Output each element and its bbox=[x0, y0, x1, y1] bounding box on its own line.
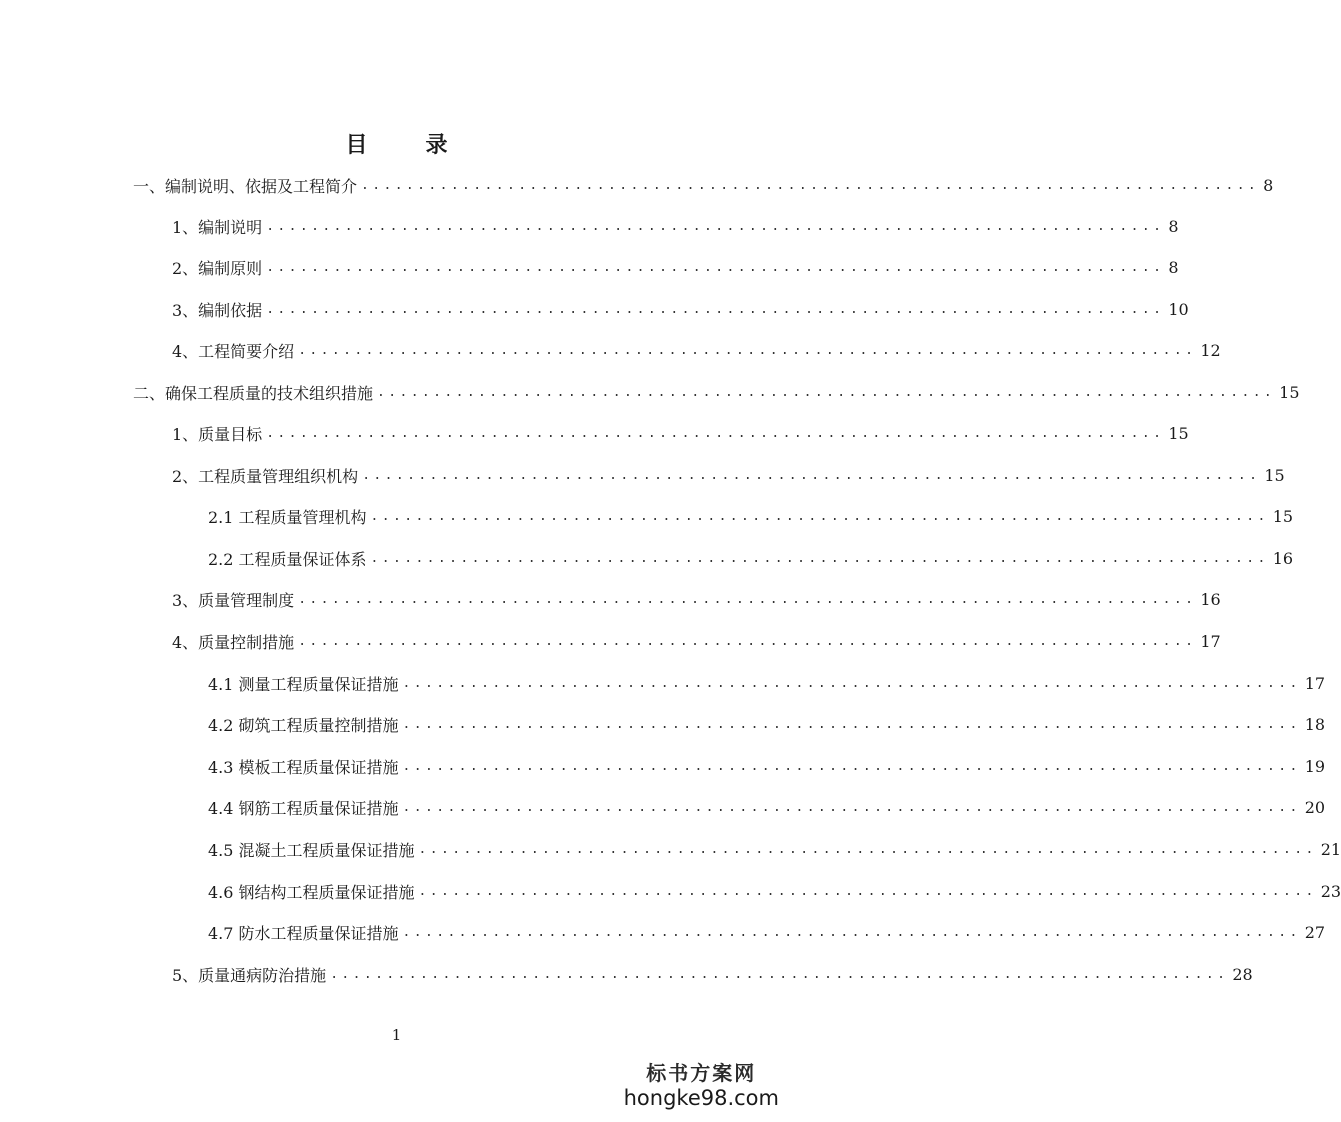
toc-leader-dots: ................................................................................ bbox=[377, 384, 1276, 400]
toc-leader-dots: ................................................................................ bbox=[418, 841, 1317, 857]
toc-leader-dots: ................................................................................ bbox=[266, 218, 1165, 234]
toc-entry[interactable] bbox=[172, 959, 1253, 989]
toc-entry-label: 2.1 工程质量管理机构 bbox=[208, 507, 367, 527]
toc-leader-dots: ................................................................................ bbox=[418, 883, 1317, 899]
toc-entry-label: 1、编制说明 bbox=[172, 217, 263, 237]
toc-leader-dots: ................................................................................ bbox=[402, 675, 1301, 691]
toc-entry-page: 28 bbox=[1232, 964, 1253, 984]
toc-entry[interactable] bbox=[208, 668, 1326, 698]
toc-leader-dots: ................................................................................ bbox=[298, 591, 1197, 607]
toc-entry-page: 21 bbox=[1320, 839, 1341, 859]
toc-entry-label: 4.2 砌筑工程质量控制措施 bbox=[208, 715, 399, 735]
toc-entry-label: 4、工程简要介绍 bbox=[172, 341, 295, 361]
toc-entry[interactable] bbox=[208, 792, 1326, 822]
toc-entry-page: 27 bbox=[1304, 922, 1326, 942]
toc-entry[interactable] bbox=[133, 377, 1300, 407]
toc-leader-dots: ................................................................................ bbox=[370, 550, 1269, 566]
toc-entry[interactable] bbox=[208, 751, 1326, 781]
toc-entry-page: 8 bbox=[1263, 175, 1274, 195]
toc-leader-dots: ................................................................................ bbox=[266, 425, 1165, 441]
toc-entry-page: 16 bbox=[1272, 548, 1294, 568]
watermark-en: hongke98.com bbox=[623, 1086, 779, 1110]
toc-leader-dots: ................................................................................ bbox=[402, 758, 1301, 774]
toc-entry-label: 5、质量通病防治措施 bbox=[172, 965, 327, 985]
toc-entry[interactable] bbox=[208, 834, 1341, 864]
watermark bbox=[624, 1060, 779, 1110]
toc-entry-page: 10 bbox=[1168, 299, 1189, 319]
toc-entry-page: 15 bbox=[1264, 465, 1285, 485]
toc-entry-page: 12 bbox=[1200, 340, 1221, 360]
toc-leader-dots: ................................................................................ bbox=[402, 799, 1301, 815]
toc-entry-page: 16 bbox=[1200, 589, 1221, 609]
toc-leader-dots: ................................................................................ bbox=[266, 259, 1165, 275]
toc-entry-page: 15 bbox=[1272, 506, 1294, 526]
toc-leader-dots: ................................................................................ bbox=[402, 924, 1301, 940]
toc-entry-label: 3、质量管理制度 bbox=[172, 590, 295, 610]
watermark-cn: 标书方案网 bbox=[646, 1061, 757, 1085]
toc-entry[interactable] bbox=[172, 626, 1221, 656]
toc-entry-page: 8 bbox=[1168, 257, 1179, 277]
toc-leader-dots: ................................................................................ bbox=[266, 301, 1165, 317]
toc-entry-label: 4.1 测量工程质量保证措施 bbox=[208, 674, 399, 694]
page-title: 目 录 bbox=[345, 132, 466, 158]
page-number: 1 bbox=[391, 1026, 402, 1044]
toc-entry-label: 4.7 防水工程质量保证措施 bbox=[208, 923, 399, 943]
toc-entry-page: 15 bbox=[1168, 423, 1189, 443]
toc-entry[interactable] bbox=[208, 876, 1341, 906]
toc-entry-label: 一、编制说明、依据及工程简介 bbox=[133, 176, 358, 196]
toc-leader-dots: ................................................................................ bbox=[298, 633, 1197, 649]
toc-entry[interactable] bbox=[172, 418, 1189, 448]
toc-entry[interactable] bbox=[172, 294, 1189, 324]
toc-entry[interactable] bbox=[172, 252, 1179, 282]
toc-entry[interactable] bbox=[172, 211, 1179, 241]
toc-entry-page: 19 bbox=[1304, 756, 1326, 776]
toc-entry-label: 二、确保工程质量的技术组织措施 bbox=[133, 383, 374, 403]
toc-entry-page: 17 bbox=[1200, 631, 1221, 651]
toc-entry-page: 15 bbox=[1279, 382, 1300, 402]
toc-entry[interactable] bbox=[133, 170, 1274, 200]
toc-entry-label: 4.5 混凝土工程质量保证措施 bbox=[208, 840, 415, 860]
toc-entry-label: 4.6 钢结构工程质量保证措施 bbox=[208, 882, 415, 902]
toc-entry-page: 8 bbox=[1168, 216, 1179, 236]
toc-entry-label: 4.4 钢筋工程质量保证措施 bbox=[208, 798, 399, 818]
toc-entry-label: 4、质量控制措施 bbox=[172, 632, 295, 652]
toc-entry[interactable] bbox=[208, 917, 1326, 947]
toc-entry[interactable] bbox=[208, 709, 1326, 739]
toc-entry-page: 23 bbox=[1320, 881, 1341, 901]
toc-entry-page: 20 bbox=[1304, 797, 1326, 817]
toc-entry-label: 2.2 工程质量保证体系 bbox=[208, 549, 367, 569]
toc-leader-dots: ................................................................................ bbox=[362, 467, 1261, 483]
toc-leader-dots: ................................................................................ bbox=[361, 177, 1260, 193]
toc-entry[interactable] bbox=[172, 335, 1221, 365]
toc-leader-dots: ................................................................................ bbox=[370, 508, 1269, 524]
toc-entry[interactable] bbox=[208, 501, 1294, 531]
toc-leader-dots: ................................................................................ bbox=[298, 342, 1197, 358]
toc-entry[interactable] bbox=[172, 460, 1285, 490]
toc-entry-label: 3、编制依据 bbox=[172, 300, 263, 320]
toc-entry-page: 17 bbox=[1304, 673, 1326, 693]
toc-leader-dots: ................................................................................ bbox=[330, 966, 1229, 982]
toc-entry-label: 4.3 模板工程质量保证措施 bbox=[208, 757, 399, 777]
toc-entry-label: 2、工程质量管理组织机构 bbox=[172, 466, 359, 486]
toc-entry-label: 2、编制原则 bbox=[172, 258, 263, 278]
toc-entry[interactable] bbox=[208, 543, 1294, 573]
toc-entry-page: 18 bbox=[1304, 714, 1326, 734]
toc-entry[interactable] bbox=[172, 584, 1221, 614]
toc-leader-dots: ................................................................................ bbox=[402, 716, 1301, 732]
toc-entry-label: 1、质量目标 bbox=[172, 424, 263, 444]
